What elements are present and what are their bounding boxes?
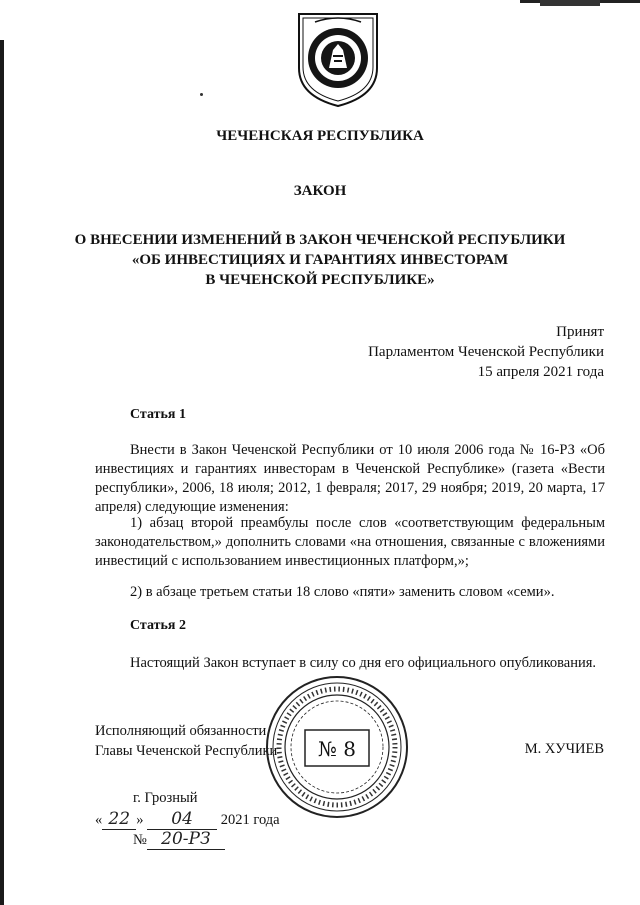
handwritten-month: 04 — [147, 809, 217, 830]
scan-dot — [200, 93, 203, 96]
document-type-heading: ЗАКОН — [293, 183, 347, 199]
law-title-line-3: В ЧЕЧЕНСКОЙ РЕСПУБЛИКЕ» — [205, 272, 435, 288]
number-label: № — [133, 832, 147, 848]
law-title-line-1: О ВНЕСЕНИИ ИЗМЕНЕНИЙ В ЗАКОН ЧЕЧЕНСКОЙ РЕСПУБЛИКИ — [74, 232, 566, 248]
handwritten-day: 22 — [102, 809, 136, 830]
adoption-line-2: Парламентом Чеченской Республики — [368, 344, 604, 360]
article-2-paragraph: Настоящий Закон вступает в силу со дня его официального опубликования. — [130, 655, 597, 671]
law-title — [60, 230, 580, 290]
scan-edge-top-mark — [540, 0, 600, 6]
law-number — [133, 829, 225, 850]
signatory-name: М. ХУЧИЕВ — [524, 741, 604, 757]
scan-edge-left — [0, 40, 4, 905]
adoption-line-1: Принят — [556, 324, 604, 340]
signatory-position — [95, 721, 277, 761]
official-seal-stamp — [262, 672, 412, 822]
date-year: 2021 года — [220, 812, 280, 828]
adoption-block — [368, 322, 604, 382]
signing-date — [95, 809, 280, 830]
city: г. Грозный — [133, 790, 198, 806]
signatory-position-line-2: Главы Чеченской Республики — [95, 743, 278, 759]
article-1-item-2: 2) в абзаце третьем статьи 18 слово «пяти» заменить словом «семи». — [130, 584, 555, 600]
republic-heading: ЧЕЧЕНСКАЯ РЕСПУБЛИКА — [216, 128, 424, 144]
article-1-item-1: 1) абзац второй преамбулы после слов «соответствующим федеральным законодательством,» дополнить словами «на отношения, связанные с вложениями инвестиций с использованием инвестиционных платформ,»; — [95, 515, 605, 569]
date-close-quote: » — [136, 812, 144, 828]
law-title-line-2: «ОБ ИНВЕСТИЦИЯХ И ГАРАНТИЯХ ИНВЕСТОРАМ — [131, 252, 509, 268]
article-2-heading: Статья 2 — [130, 618, 186, 633]
signatory-position-line-1: Исполняющий обязанности — [95, 723, 267, 739]
date-open-quote: « — [95, 812, 103, 828]
article-1-paragraph: Внести в Закон Чеченской Республики от 10 июля 2006 года № 16-РЗ «Об инвестициях и гарантиях инвесторам в Чеченской Республике» (газета «Вести республики», 2006, 18 июля; 2012, 1 февраля; 2017, 29 ноября; 2019, 20 марта, 17 апреля) следующие изменения: — [95, 442, 605, 515]
coat-of-arms-emblem — [295, 10, 381, 108]
seal-number: № 8 — [317, 737, 357, 761]
article-1-heading: Статья 1 — [130, 407, 186, 422]
adoption-date: 15 апреля 2021 года — [477, 364, 604, 380]
handwritten-law-number: 20-РЗ — [147, 829, 225, 850]
